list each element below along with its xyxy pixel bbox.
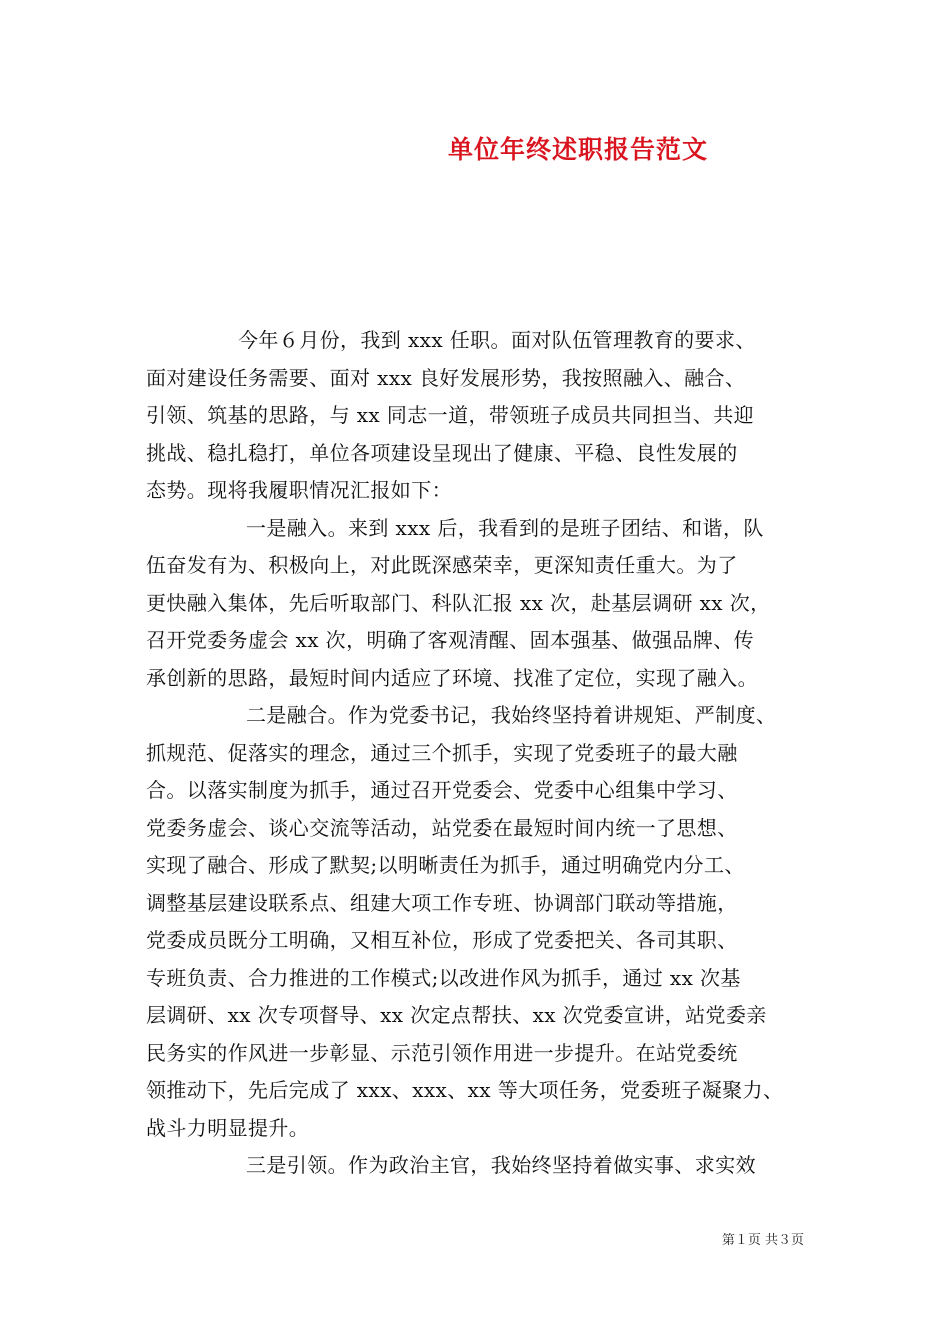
paragraph-line: 面对建设任务需要、面对 xxx 良好发展形势，我按照融入、融合、 [146, 365, 746, 390]
paragraph-line: 领推动下，先后完成了 xxx、xxx、xx 等大项任务，党委班子凝聚力、 [146, 1078, 784, 1102]
paragraph-line: 伍奋发有为、积极向上，对此既深感荣幸，更深知责任重大。为了 [146, 553, 738, 577]
paragraph-line: 民务实的作风进一步彰显、示范引领作用进一步提升。在站党委统 [146, 1040, 738, 1065]
paragraph-line: 一是融入。来到 xxx 后，我看到的是班子团结、和谐，队 [246, 515, 764, 540]
paragraph-line: 实现了融合、形成了默契;以明晰责任为抓手，通过明确党内分工、 [146, 853, 745, 877]
paragraph-line: 抓规范、促落实的理念，通过三个抓手，实现了党委班子的最大融 [146, 740, 738, 765]
paragraph-line: 三是引领。作为政治主官，我始终坚持着做实事、求实效 [246, 1153, 756, 1177]
paragraph-line: 合。以落实制度为抓手，通过召开党委会、党委中心组集中学习、 [146, 778, 738, 802]
paragraph-line: 态势。现将我履职情况汇报如下： [146, 478, 452, 502]
paragraph-line: 挑战、稳扎稳打，单位各项建设呈现出了健康、平稳、良性发展的 [146, 440, 738, 465]
paragraph-line: 今年６月份，我到 xxx 任职。面对队伍管理教育的要求、 [238, 328, 756, 352]
paragraph-line: 更快融入集体，先后听取部门、科队汇报 xx 次，赴基层调研 xx 次， [146, 590, 771, 615]
paragraph-line: 党委务虚会、谈心交流等活动，站党委在最短时间内统一了思想、 [146, 815, 738, 840]
paragraph-line: 承创新的思路，最短时间内适应了环境、找准了定位，实现了融入。 [146, 665, 758, 690]
paragraph-line: 层调研、xx 次专项督导、xx 次定点帮扶、xx 次党委宣讲，站党委亲 [146, 1003, 767, 1027]
paragraph-line: 专班负责、合力推进的工作模式;以改进作风为抓手，通过 xx 次基 [146, 965, 741, 990]
paragraph-line: 调整基层建设联系点、组建大项工作专班、协调部门联动等措施， [146, 890, 738, 915]
page-number: 第１页 共３页 [721, 1233, 804, 1248]
paragraph-line: 战斗力明显提升。 [146, 1115, 310, 1140]
paragraph-line: 引领、筑基的思路，与 xx 同志一道，带领班子成员共同担当、共迎 [146, 403, 755, 427]
document-body [146, 322, 810, 1185]
document-title: 单位年终述职报告范文 [448, 135, 709, 164]
paragraph-line: 党委成员既分工明确，又相互补位，形成了党委把关、各司其职、 [146, 928, 738, 952]
paragraph-line: 召开党委务虚会 xx 次，明确了客观清醒、固本强基、做强品牌、传 [146, 628, 755, 652]
paragraph-line: 二是融合。作为党委书记，我始终坚持着讲规矩、严制度、 [246, 703, 777, 727]
